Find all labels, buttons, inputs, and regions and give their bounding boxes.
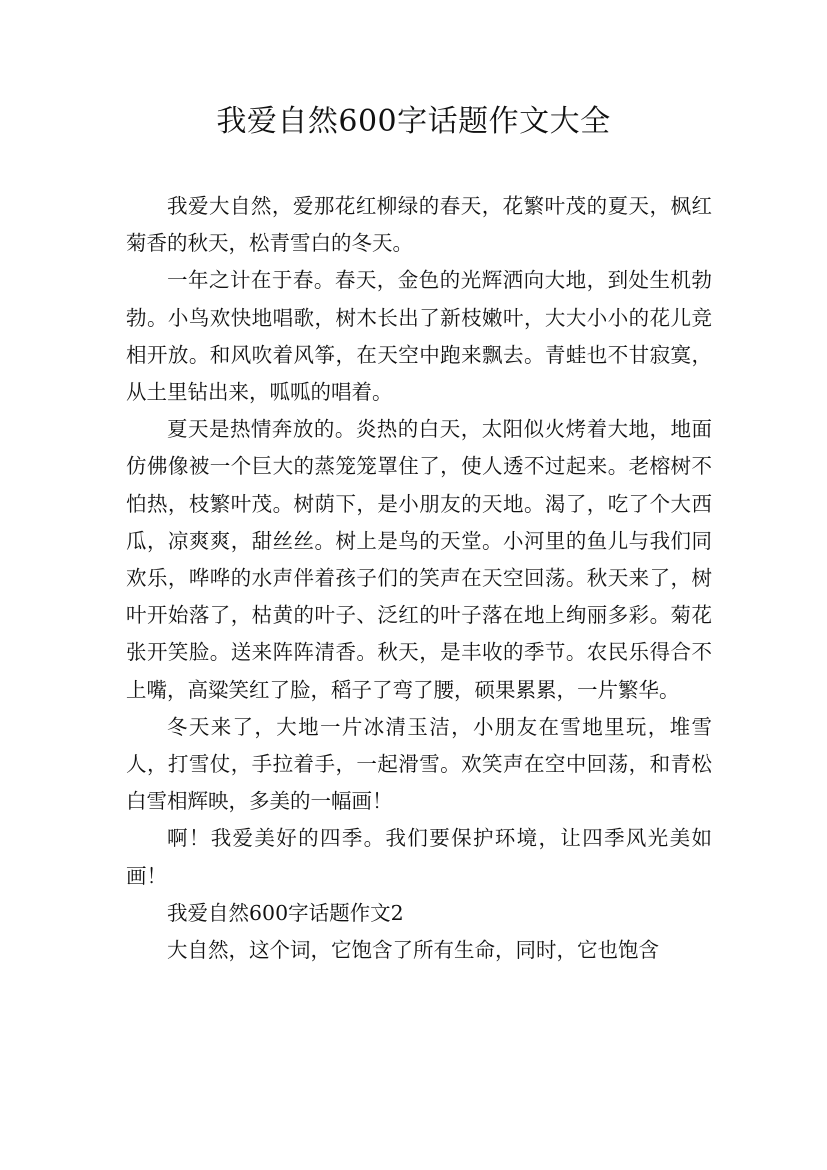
- paragraph-winter: 冬天来了，大地一片冰清玉洁，小朋友在雪地里玩，堆雪人，打雪仗，手拉着手，一起滑雪。欢笑声在空中回荡，和青松白雪相辉映，多美的一幅画！: [126, 714, 712, 814]
- paragraph-intro: 我爱大自然，爱那花红柳绿的春天，花繁叶茂的夏天，枫红菊香的秋天，松青雪白的冬天。: [126, 194, 712, 256]
- paragraph-essay-2-start: 大自然，这个词，它饱含了所有生命，同时，它也饱含: [167, 938, 659, 963]
- paragraph-summer-autumn: 夏天是热情奔放的。炎热的白天，太阳似火烤着大地，地面仿佛像被一个巨大的蒸笼笼罩住了，使人透不过起来。老榕树不怕热，枝繁叶茂。树荫下，是小朋友的天地。渴了，吃了个大西瓜，凉爽爽，甜丝丝。树上是鸟的天堂。小河里的鱼儿与我们同欢乐，哗哗的水声伴着孩子们的笑声在天空回荡。秋天来了，树叶开始落了，枯黄的叶子、泛红的叶子落在地上绚丽多彩。菊花张开笑脸。送来阵阵清香。秋天，是丰收的季节。农民乐得合不上嘴，高粱笑红了脸，稻子了弯了腰，硕果累累，一片繁华。: [126, 417, 712, 702]
- essay-2-heading: 我爱自然600字话题作文2: [167, 900, 404, 925]
- document-body: [126, 188, 712, 969]
- paragraph-spring: 一年之计在于春。春天，金色的光辉洒向大地，到处生机勃勃。小鸟欢快地唱歌，树木长出了新枝嫩叶，大大小小的花儿竞相开放。和风吹着风筝，在天空中跑来飘去。青蛙也不甘寂寞，从土里钻出来，呱呱的唱着。: [126, 268, 712, 405]
- paragraph-conclusion: 啊！我爱美好的四季。我们要保护环境，让四季风光美如画！: [126, 826, 712, 888]
- document-title: 我爱自然600字话题作文大全: [216, 104, 611, 139]
